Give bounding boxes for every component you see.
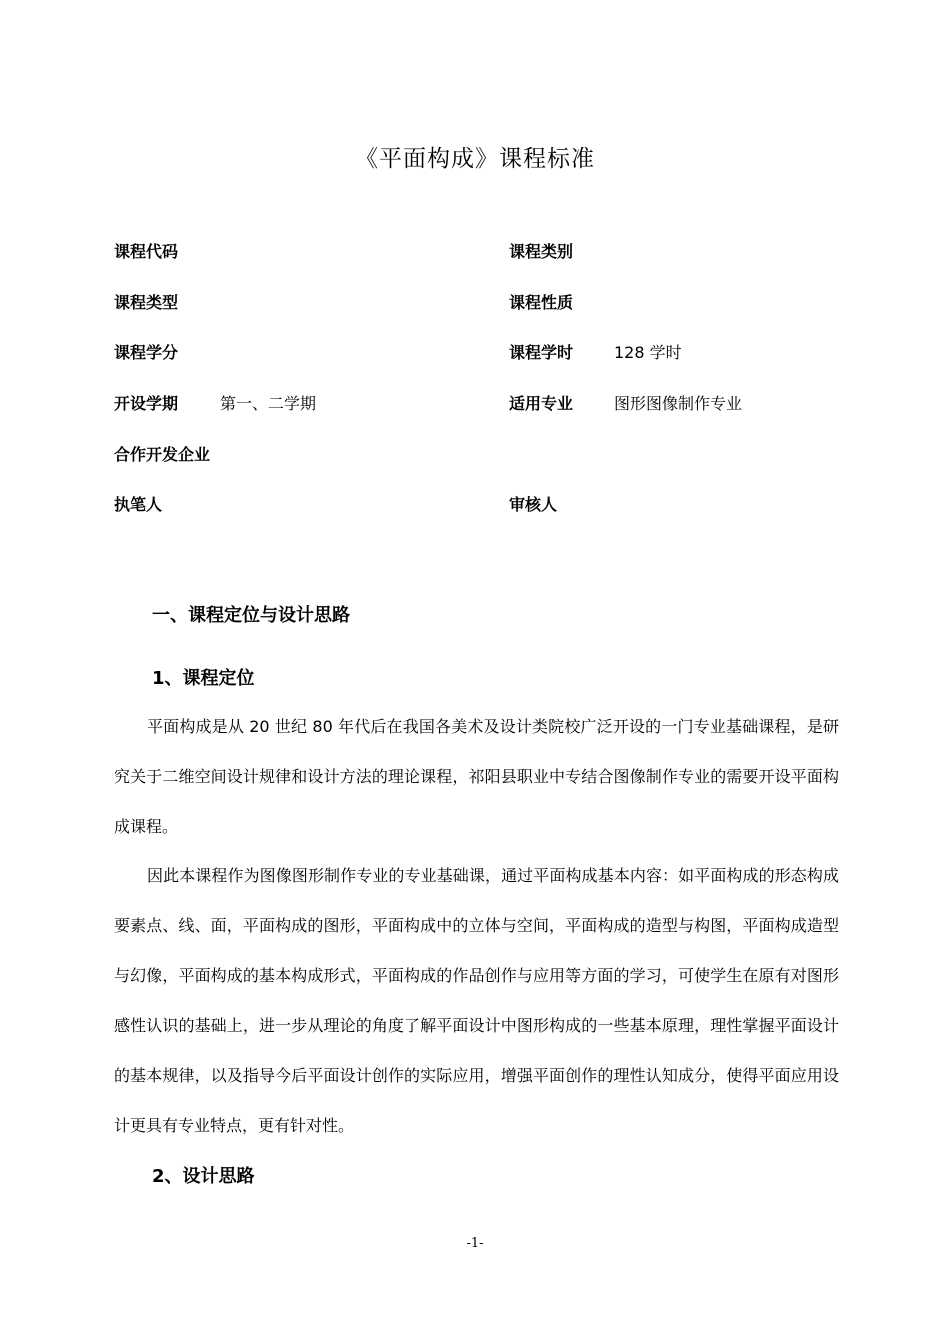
semester-label: 开设学期 [114, 394, 179, 413]
major-value: 图形图像制作专业 [614, 394, 743, 413]
author-label: 执笔人 [114, 495, 163, 514]
page-number: -1- [466, 1236, 484, 1251]
paragraph: 因此本课程作为图像图形制作专业的专业基础课，通过平面构成基本内容：如平面构成的形态构成要素点、线、面，平面构成的图形，平面构成中的立体与空间，平面构成的造型与构图，平面构成造型与幻像，平面构成的基本构成形式，平面构成的作品创作与应用等方面的学习，可使学生在原有对图形感性认识的基础上，进一步从理论的角度了解平面设计中图形构成的一些基本原理，理性掌握平面设计的基本规律，以及指导今后平面设计创作的实际应用，增强平面创作的理性认知成分，使得平面应用设计更具有专业特点，更有针对性。 [114, 866, 839, 1135]
partner-label: 合作开发企业 [114, 445, 211, 464]
course-category-label: 课程类别 [509, 242, 574, 261]
hours-value: 128 学时 [614, 343, 682, 362]
credits-label: 课程学分 [114, 343, 179, 362]
course-code-label: 课程代码 [114, 242, 179, 261]
paragraph: 平面构成是从 20 世纪 80 年代后在我国各美术及设计类院校广泛开设的一门专业基础课程，是研究关于二维空间设计规律和设计方法的理论课程，祁阳县职业中专结合图像制作专业的需要开设平面构成课程。 [114, 717, 839, 836]
course-nature-label: 课程性质 [509, 293, 574, 312]
hours-label: 课程学时 [509, 343, 574, 362]
subsection-heading: 2、设计思路 [152, 1166, 255, 1187]
semester-value: 第一、二学期 [220, 394, 317, 413]
major-label: 适用专业 [509, 394, 574, 413]
course-type-label: 课程类型 [114, 293, 179, 312]
subsection-heading: 1、课程定位 [152, 668, 255, 689]
section-heading: 一、课程定位与设计思路 [152, 605, 350, 626]
reviewer-label: 审核人 [509, 495, 558, 514]
document-title: 《平面构成》课程标准 [355, 146, 595, 172]
